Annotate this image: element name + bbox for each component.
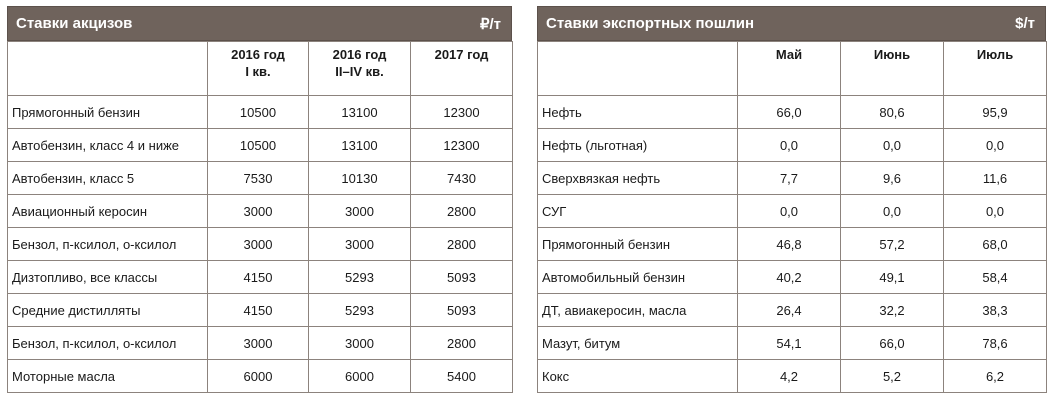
row-value: 6,2 — [944, 360, 1047, 393]
table-row — [538, 327, 1047, 360]
table-row — [538, 96, 1047, 129]
export-column-header: Май — [738, 42, 841, 96]
row-value: 26,4 — [738, 294, 841, 327]
row-value: 7430 — [411, 162, 513, 195]
table-row — [8, 228, 513, 261]
row-label: Автомобильный бензин — [538, 261, 738, 294]
row-value: 66,0 — [841, 327, 944, 360]
row-value: 12300 — [411, 129, 513, 162]
export-duties-table — [537, 41, 1047, 393]
table-row — [8, 294, 513, 327]
row-value: 0,0 — [841, 195, 944, 228]
row-value: 0,0 — [738, 129, 841, 162]
row-value: 3000 — [309, 195, 411, 228]
table-row — [538, 294, 1047, 327]
row-value: 5293 — [309, 261, 411, 294]
row-label: Авиационный керосин — [8, 195, 208, 228]
excise-rates-unit: ₽/т — [479, 15, 501, 33]
row-label: Автобензин, класс 4 и ниже — [8, 129, 208, 162]
row-label: Прямогонный бензин — [538, 228, 738, 261]
table-row — [538, 261, 1047, 294]
export-column-header: Июль — [944, 42, 1047, 96]
row-value: 32,2 — [841, 294, 944, 327]
row-value: 0,0 — [738, 195, 841, 228]
row-value: 9,6 — [841, 162, 944, 195]
row-value: 38,3 — [944, 294, 1047, 327]
row-value: 0,0 — [841, 129, 944, 162]
export-column-header: Июнь — [841, 42, 944, 96]
row-value: 4150 — [208, 261, 309, 294]
row-value: 12300 — [411, 96, 513, 129]
row-value: 3000 — [208, 228, 309, 261]
row-value: 11,6 — [944, 162, 1047, 195]
table-row — [8, 360, 513, 393]
table-row — [538, 228, 1047, 261]
table-row — [538, 360, 1047, 393]
row-label: Бензол, п-ксилол, о-ксилол — [8, 327, 208, 360]
row-label: Сверхвязкая нефть — [538, 162, 738, 195]
table-row — [8, 129, 513, 162]
row-value: 5400 — [411, 360, 513, 393]
row-value: 2800 — [411, 228, 513, 261]
row-value: 5293 — [309, 294, 411, 327]
excise-column-header: 2017 год — [411, 42, 513, 96]
row-value: 5093 — [411, 261, 513, 294]
export-header-name-cell — [538, 42, 738, 96]
table-row — [8, 327, 513, 360]
row-value: 68,0 — [944, 228, 1047, 261]
row-label: Прямогонный бензин — [8, 96, 208, 129]
row-value: 6000 — [309, 360, 411, 393]
table-row — [8, 96, 513, 129]
row-value: 66,0 — [738, 96, 841, 129]
export-duties-panel — [537, 6, 1046, 393]
row-value: 10130 — [309, 162, 411, 195]
row-value: 80,6 — [841, 96, 944, 129]
export-duties-header — [537, 6, 1046, 41]
excise-column-header: 2016 год I кв. — [208, 42, 309, 96]
row-value: 10500 — [208, 96, 309, 129]
row-label: Автобензин, класс 5 — [8, 162, 208, 195]
row-value: 0,0 — [944, 195, 1047, 228]
export-duties-title: Ставки экспортных пошлин — [546, 15, 755, 32]
row-value: 40,2 — [738, 261, 841, 294]
row-label: Нефть — [538, 96, 738, 129]
row-label: Бензол, п-ксилол, о-ксилол — [8, 228, 208, 261]
excise-rates-header — [7, 6, 512, 41]
row-value: 3000 — [208, 195, 309, 228]
excise-column-header: 2016 год II–IV кв. — [309, 42, 411, 96]
row-value: 4150 — [208, 294, 309, 327]
row-value: 0,0 — [944, 129, 1047, 162]
excise-rates-panel — [7, 6, 512, 393]
row-value: 6000 — [208, 360, 309, 393]
export-duties-unit: $/т — [1015, 15, 1035, 32]
row-value: 2800 — [411, 195, 513, 228]
excise-header-row — [8, 42, 513, 96]
row-value: 10500 — [208, 129, 309, 162]
row-value: 3000 — [309, 327, 411, 360]
row-value: 78,6 — [944, 327, 1047, 360]
row-label: ДТ, авиакеросин, масла — [538, 294, 738, 327]
row-value: 58,4 — [944, 261, 1047, 294]
excise-rates-title: Ставки акцизов — [16, 15, 133, 32]
row-label: Нефть (льготная) — [538, 129, 738, 162]
table-row — [538, 129, 1047, 162]
row-label: СУГ — [538, 195, 738, 228]
row-label: Мазут, битум — [538, 327, 738, 360]
row-value: 5093 — [411, 294, 513, 327]
table-row — [8, 261, 513, 294]
row-value: 7530 — [208, 162, 309, 195]
row-value: 5,2 — [841, 360, 944, 393]
table-row — [8, 162, 513, 195]
table-row — [8, 195, 513, 228]
row-label: Кокс — [538, 360, 738, 393]
row-value: 46,8 — [738, 228, 841, 261]
row-label: Моторные масла — [8, 360, 208, 393]
table-row — [538, 195, 1047, 228]
row-value: 57,2 — [841, 228, 944, 261]
row-label: Дизтопливо, все классы — [8, 261, 208, 294]
row-value: 7,7 — [738, 162, 841, 195]
row-value: 4,2 — [738, 360, 841, 393]
export-header-row — [538, 42, 1047, 96]
row-value: 3000 — [208, 327, 309, 360]
table-row — [538, 162, 1047, 195]
row-value: 49,1 — [841, 261, 944, 294]
row-value: 3000 — [309, 228, 411, 261]
row-value: 2800 — [411, 327, 513, 360]
row-value: 54,1 — [738, 327, 841, 360]
excise-rates-table — [7, 41, 513, 393]
row-value: 13100 — [309, 96, 411, 129]
row-label: Средние дистилляты — [8, 294, 208, 327]
excise-header-name-cell — [8, 42, 208, 96]
row-value: 95,9 — [944, 96, 1047, 129]
row-value: 13100 — [309, 129, 411, 162]
